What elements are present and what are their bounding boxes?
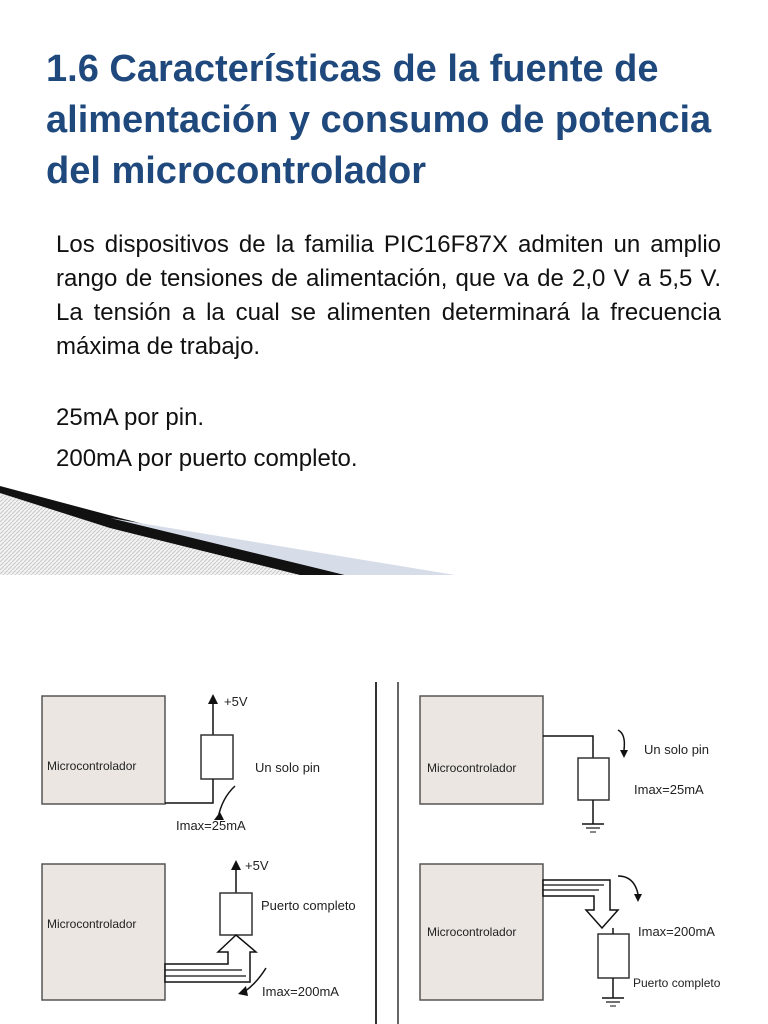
single-pin-label: Un solo pin xyxy=(644,742,710,757)
body-paragraph: Los dispositivos de la familia PIC16F87X admiten un amplio rango de tensiones de alimentación, que va de 2,0 V a 5,5 V. La tensión a la cual se alimenten determinará la frecuencia máxima de trabajo. xyxy=(56,231,721,360)
current-per-port: 200mA por puerto completo. xyxy=(56,445,358,472)
slide-title: 1.6 Características de la fuente de alimentación y consumo de potencia del microcontrolador xyxy=(46,48,712,192)
full-port-label: Puerto completo xyxy=(261,898,356,913)
mcu-label: Microcontrolador xyxy=(47,917,137,931)
mcu-label: Microcontrolador xyxy=(427,761,517,775)
current-label: Imax=200mA xyxy=(262,984,339,999)
mcu-label: Microcontrolador xyxy=(427,925,517,939)
single-pin-label: Un solo pin xyxy=(255,760,321,775)
current-label: Imax=25mA xyxy=(634,782,704,797)
current-label: Imax=25mA xyxy=(176,818,246,833)
decorative-swoosh xyxy=(0,478,460,578)
current-per-pin: 25mA por pin. xyxy=(56,404,205,431)
current-diagram xyxy=(30,680,746,1024)
supply-label: +5V xyxy=(245,858,269,873)
mcu-label: Microcontrolador xyxy=(47,759,137,773)
current-label: Imax=200mA xyxy=(638,924,715,939)
supply-label: +5V xyxy=(224,694,248,709)
full-port-label: Puerto completo xyxy=(633,976,721,990)
